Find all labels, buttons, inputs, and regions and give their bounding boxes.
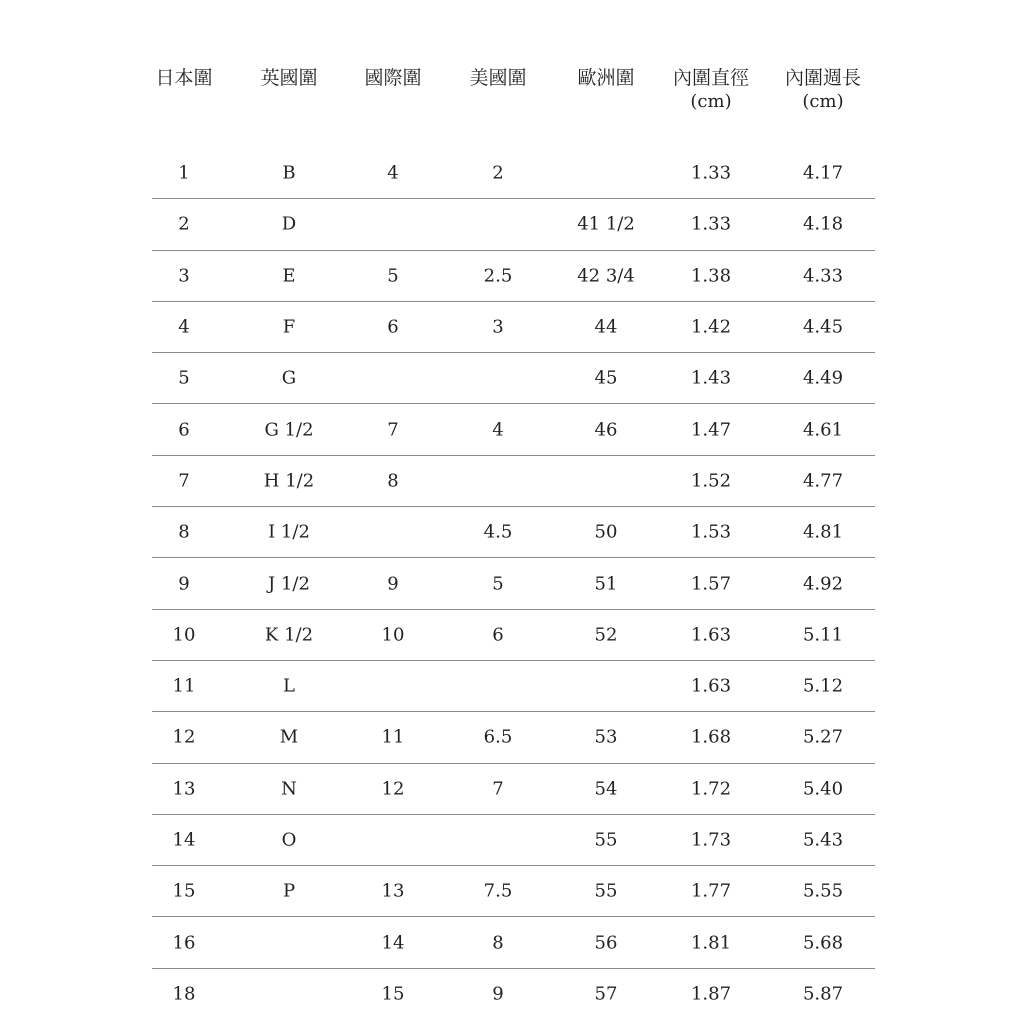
cell-circumference: 4.49	[802, 367, 844, 389]
cell-japan: 9	[178, 573, 190, 595]
table-row	[152, 866, 875, 917]
cell-diameter: 1.57	[690, 573, 732, 595]
cell-uk: J 1/2	[268, 573, 310, 595]
cell-japan: 6	[178, 419, 190, 441]
cell-international: 5	[387, 265, 399, 287]
cell-uk: N	[281, 778, 297, 800]
header-us-size	[469, 66, 526, 90]
table-row	[152, 353, 875, 404]
header-eu-size	[577, 66, 634, 90]
cell-diameter: 1.72	[690, 778, 732, 800]
table-row	[152, 507, 875, 558]
cell-uk: D	[281, 213, 297, 235]
cell-international: 8	[387, 470, 399, 492]
cell-circumference: 4.92	[802, 573, 844, 595]
header-label: 國際圍	[364, 67, 422, 89]
cell-uk: F	[282, 316, 296, 338]
cell-diameter: 1.73	[690, 829, 732, 851]
cell-us: 6.5	[483, 726, 513, 748]
table-row	[152, 712, 875, 763]
cell-diameter: 1.52	[690, 470, 732, 492]
cell-circumference: 4.81	[802, 521, 844, 543]
cell-international: 14	[381, 932, 405, 954]
table-header	[152, 56, 875, 148]
header-label: 內圍直徑	[672, 67, 750, 89]
cell-japan: 2	[178, 213, 190, 235]
cell-us: 4.5	[483, 521, 513, 543]
cell-circumference: 5.27	[802, 726, 844, 748]
cell-eu: 42 3/4	[577, 265, 635, 287]
cell-japan: 18	[172, 983, 196, 1005]
header-label: 美國圍	[469, 67, 527, 89]
table-row	[152, 815, 875, 866]
cell-circumference: 4.17	[802, 162, 844, 184]
table-row	[152, 764, 875, 815]
cell-japan: 1	[178, 162, 190, 184]
cell-uk: K 1/2	[264, 624, 314, 646]
header-label: 英國圍	[260, 67, 318, 89]
cell-circumference: 4.61	[802, 419, 844, 441]
cell-circumference: 4.45	[802, 316, 844, 338]
cell-eu: 45	[594, 367, 618, 389]
cell-japan: 3	[178, 265, 190, 287]
cell-international: 13	[381, 880, 405, 902]
cell-japan: 10	[172, 624, 196, 646]
table-row	[152, 404, 875, 455]
cell-us: 3	[492, 316, 504, 338]
cell-eu: 55	[594, 829, 618, 851]
header-label: 內圍週長	[784, 67, 862, 89]
cell-diameter: 1.63	[690, 624, 732, 646]
table-row	[152, 917, 875, 968]
cell-circumference: 5.43	[802, 829, 844, 851]
cell-diameter: 1.38	[690, 265, 732, 287]
cell-eu: 54	[594, 778, 618, 800]
cell-diameter: 1.63	[690, 675, 732, 697]
header-inner-circumference	[785, 66, 861, 114]
cell-eu: 41 1/2	[577, 213, 635, 235]
cell-eu: 53	[594, 726, 618, 748]
cell-eu: 50	[594, 521, 618, 543]
cell-diameter: 1.81	[690, 932, 732, 954]
cell-eu: 51	[594, 573, 618, 595]
cell-diameter: 1.47	[690, 419, 732, 441]
cell-japan: 14	[172, 829, 196, 851]
cell-diameter: 1.53	[690, 521, 732, 543]
table-body	[152, 148, 875, 1019]
table-row	[152, 969, 875, 1019]
table-row	[152, 199, 875, 250]
table-row	[152, 302, 875, 353]
cell-diameter: 1.43	[690, 367, 732, 389]
cell-uk: M	[279, 726, 299, 748]
cell-us: 6	[492, 624, 504, 646]
cell-uk: G	[281, 367, 297, 389]
cell-diameter: 1.77	[690, 880, 732, 902]
header-label: 日本圍	[155, 67, 213, 89]
cell-diameter: 1.87	[690, 983, 732, 1005]
cell-eu: 56	[594, 932, 618, 954]
cell-japan: 15	[172, 880, 196, 902]
cell-international: 9	[387, 573, 399, 595]
cell-uk: H 1/2	[263, 470, 315, 492]
cell-circumference: 5.68	[802, 932, 844, 954]
cell-international: 10	[381, 624, 405, 646]
header-unit: (cm)	[802, 91, 844, 112]
cell-japan: 13	[172, 778, 196, 800]
cell-japan: 7	[178, 470, 190, 492]
cell-japan: 16	[172, 932, 196, 954]
cell-diameter: 1.68	[690, 726, 732, 748]
cell-international: 7	[387, 419, 399, 441]
cell-diameter: 1.33	[690, 162, 732, 184]
cell-circumference: 5.40	[802, 778, 844, 800]
cell-japan: 8	[178, 521, 190, 543]
cell-uk: O	[281, 829, 297, 851]
cell-uk: G 1/2	[264, 419, 314, 441]
ring-size-table	[152, 56, 875, 1019]
cell-international: 4	[387, 162, 399, 184]
table-row	[152, 251, 875, 302]
cell-us: 5	[492, 573, 504, 595]
cell-japan: 11	[172, 675, 196, 697]
cell-international: 15	[381, 983, 405, 1005]
cell-international: 12	[381, 778, 405, 800]
table-row	[152, 610, 875, 661]
cell-circumference: 5.87	[802, 983, 844, 1005]
cell-eu: 44	[594, 316, 618, 338]
cell-eu: 46	[594, 419, 618, 441]
cell-diameter: 1.42	[690, 316, 732, 338]
cell-circumference: 4.18	[802, 213, 844, 235]
cell-circumference: 5.12	[802, 675, 844, 697]
cell-us: 2	[492, 162, 504, 184]
table-row	[152, 661, 875, 712]
cell-uk: B	[282, 162, 296, 184]
cell-eu: 55	[594, 880, 618, 902]
cell-uk: E	[282, 265, 296, 287]
cell-us: 2.5	[483, 265, 513, 287]
cell-circumference: 5.11	[802, 624, 844, 646]
cell-circumference: 4.33	[802, 265, 844, 287]
table-row	[152, 456, 875, 507]
cell-uk: L	[283, 675, 295, 697]
cell-us: 8	[492, 932, 504, 954]
cell-circumference: 4.77	[802, 470, 844, 492]
cell-us: 7.5	[483, 880, 513, 902]
cell-diameter: 1.33	[690, 213, 732, 235]
header-unit: (cm)	[690, 91, 732, 112]
cell-japan: 12	[172, 726, 196, 748]
table-row	[152, 148, 875, 199]
cell-uk: I 1/2	[268, 521, 310, 543]
header-international-size	[364, 66, 421, 90]
cell-international: 6	[387, 316, 399, 338]
cell-international: 11	[381, 726, 405, 748]
cell-eu: 52	[594, 624, 618, 646]
cell-circumference: 5.55	[802, 880, 844, 902]
cell-japan: 4	[178, 316, 190, 338]
header-uk-size	[260, 66, 317, 90]
header-inner-diameter	[673, 66, 749, 114]
cell-eu: 57	[594, 983, 618, 1005]
cell-us: 4	[492, 419, 504, 441]
cell-uk: P	[282, 880, 296, 902]
header-label: 歐洲圍	[577, 67, 635, 89]
header-japan-size	[155, 66, 212, 90]
cell-us: 9	[492, 983, 504, 1005]
cell-japan: 5	[178, 367, 190, 389]
table-row	[152, 558, 875, 609]
cell-us: 7	[492, 778, 504, 800]
